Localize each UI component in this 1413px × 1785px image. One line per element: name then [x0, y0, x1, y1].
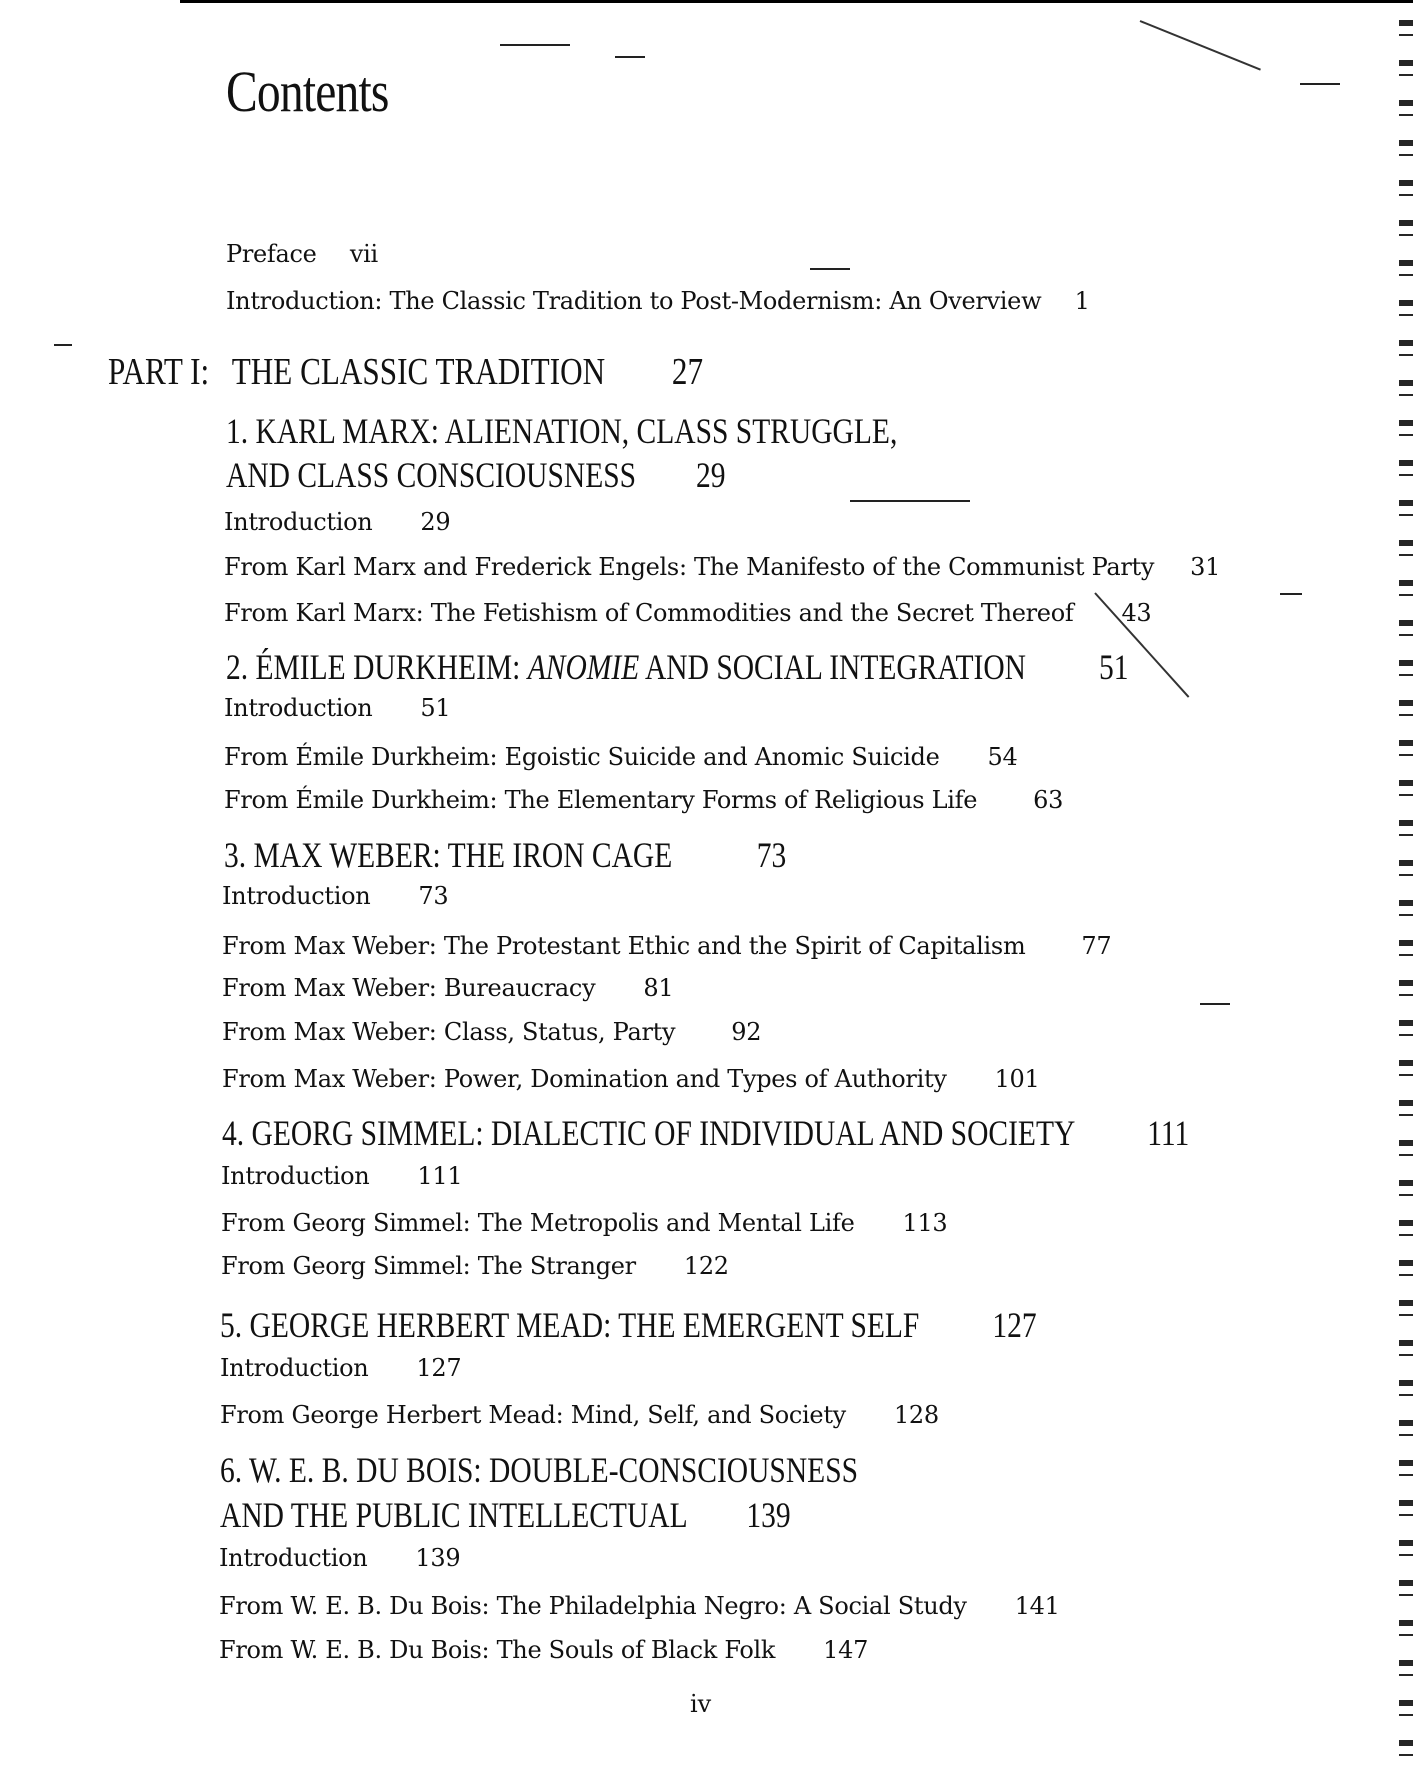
toc-entry — [219, 1544, 460, 1572]
toc-entry-page: 113 — [902, 1209, 948, 1237]
toc-entry-label: From Émile Durkheim: The Elementary Forms of Religious Life — [224, 786, 978, 814]
toc-entry-label: From Karl Marx: The Fetishism of Commodities and the Secret Thereof — [224, 599, 1074, 627]
chapter-title-line: AND THE PUBLIC INTELLECTUAL — [220, 1495, 687, 1535]
toc-entry-page: vii — [349, 240, 378, 268]
toc-entry-label: From Max Weber: Class, Status, Party — [222, 1018, 676, 1046]
toc-entry-label: From Max Weber: Power, Domination and Types of Authority — [222, 1065, 947, 1093]
page-number: iv — [690, 1690, 712, 1718]
toc-entry — [222, 1065, 1040, 1093]
toc-entry-page: 77 — [1081, 932, 1112, 960]
toc-entry — [224, 599, 1151, 627]
chapter-page: 111 — [1147, 1113, 1190, 1153]
chapter-page: 51 — [1098, 647, 1129, 687]
toc-entry-label: Introduction — [219, 1544, 368, 1572]
chapter-title-line: 3. MAX WEBER: THE IRON CAGE — [224, 835, 673, 875]
toc-entry-page: 73 — [418, 882, 449, 910]
toc-entry-label: Introduction — [221, 1162, 370, 1190]
chapter-title-line: 4. GEORG SIMMEL: DIALECTIC OF INDIVIDUAL AND SOCIETY — [222, 1113, 1075, 1153]
toc-entry-label: From Georg Simmel: The Metropolis and Mental Life — [221, 1209, 855, 1237]
toc-entry-page: 43 — [1121, 599, 1152, 627]
scan-speck — [500, 44, 570, 46]
chapter-5-title — [220, 1304, 1037, 1346]
chapter-title-prefix: 2. ÉMILE DURKHEIM: — [226, 647, 528, 687]
toc-entry-page: 54 — [987, 743, 1018, 771]
chapter-title-line: AND CLASS CONSCIOUSNESS — [226, 455, 637, 495]
toc-entry-page: 147 — [823, 1636, 869, 1664]
toc-entry — [224, 694, 450, 722]
scan-speck — [850, 500, 970, 502]
toc-entry-page: 127 — [416, 1354, 462, 1382]
toc-entry — [219, 1636, 868, 1664]
toc-entry-label: From Émile Durkheim: Egoistic Suicide and Anomic Suicide — [224, 743, 940, 771]
toc-entry — [224, 786, 1063, 814]
toc-entry — [221, 1252, 729, 1280]
toc-entry — [224, 553, 1220, 581]
toc-entry-page: 1 — [1074, 287, 1090, 315]
scan-speck — [1200, 1003, 1230, 1005]
chapter-6-title — [220, 1449, 858, 1491]
scan-speck — [1300, 83, 1340, 85]
toc-entry — [221, 1209, 947, 1237]
toc-entry-page: 139 — [415, 1544, 461, 1572]
chapter-4-title — [222, 1112, 1189, 1154]
toc-entry-preface — [226, 240, 378, 268]
chapter-title-suffix: AND SOCIAL INTEGRATION — [639, 647, 1026, 687]
toc-entry-label: Introduction — [222, 882, 371, 910]
chapter-6-title-cont — [220, 1494, 791, 1536]
scan-speck — [1280, 593, 1302, 595]
toc-entry-label: From Georg Simmel: The Stranger — [221, 1252, 636, 1280]
toc-entry-page: 81 — [643, 974, 674, 1002]
toc-entry — [222, 974, 673, 1002]
chapter-2-title — [226, 646, 1128, 688]
toc-entry-page: 101 — [994, 1065, 1040, 1093]
toc-entry-label: From George Herbert Mead: Mind, Self, and Society — [220, 1401, 846, 1429]
toc-entry-page: 111 — [417, 1162, 463, 1190]
toc-entry-page: 122 — [683, 1252, 729, 1280]
toc-entry-page: 29 — [420, 508, 451, 536]
part-title: THE CLASSIC TRADITION — [231, 351, 606, 393]
chapter-title-italic: ANOMIE — [527, 647, 640, 687]
toc-entry-label: Introduction — [220, 1354, 369, 1382]
part-label: PART I: — [108, 351, 210, 393]
toc-entry-page: 128 — [893, 1401, 939, 1429]
chapter-title-line: 6. W. E. B. DU BOIS: DOUBLE-CONSCIOUSNESS — [220, 1450, 859, 1490]
chapter-page: 127 — [992, 1305, 1037, 1345]
scan-edge-noise — [1399, 20, 1413, 1780]
toc-entry-label: Preface — [226, 240, 317, 268]
toc-entry-label: Introduction — [224, 508, 373, 536]
toc-entry — [224, 743, 1017, 771]
toc-entry-page: 31 — [1190, 553, 1221, 581]
toc-entry-label: From W. E. B. Du Bois: The Souls of Black Folk — [219, 1636, 776, 1664]
chapter-title-line: 5. GEORGE HERBERT MEAD: THE EMERGENT SELF — [220, 1305, 920, 1345]
chapter-1-title — [226, 410, 897, 452]
toc-entry — [221, 1162, 462, 1190]
toc-entry — [222, 882, 448, 910]
toc-entry — [220, 1401, 939, 1429]
scan-top-rule — [180, 0, 1413, 3]
chapter-1-title-cont — [226, 454, 725, 496]
scan-speck — [810, 268, 850, 270]
toc-entry-label: Introduction — [224, 694, 373, 722]
chapter-page: 29 — [695, 455, 726, 495]
scan-stroke — [1140, 20, 1261, 71]
chapter-3-title — [224, 834, 786, 876]
page-title: Contents — [226, 59, 389, 124]
toc-entry-label: From W. E. B. Du Bois: The Philadelphia Negro: A Social Study — [219, 1592, 967, 1620]
toc-entry-label: From Max Weber: The Protestant Ethic and the Spirit of Capitalism — [222, 932, 1026, 960]
toc-entry — [222, 1018, 761, 1046]
chapter-title-line: 1. KARL MARX: ALIENATION, CLASS STRUGGLE, — [226, 411, 898, 451]
toc-entry-label: From Max Weber: Bureaucracy — [222, 974, 596, 1002]
part-heading — [108, 350, 703, 394]
toc-entry-page: 51 — [420, 694, 451, 722]
toc-entry-page: 141 — [1014, 1592, 1060, 1620]
chapter-page: 73 — [756, 835, 787, 875]
toc-entry-introduction — [226, 287, 1090, 315]
part-page: 27 — [671, 351, 704, 393]
toc-entry — [220, 1354, 461, 1382]
toc-entry-label: Introduction: The Classic Tradition to Post-Modernism: An Overview — [226, 287, 1042, 315]
chapter-page: 139 — [746, 1495, 791, 1535]
scan-speck — [615, 56, 645, 58]
scan-speck — [54, 344, 72, 346]
toc-entry-label: From Karl Marx and Frederick Engels: The Manifesto of the Communist Party — [224, 553, 1155, 581]
toc-entry-page: 92 — [731, 1018, 762, 1046]
toc-entry — [219, 1592, 1060, 1620]
toc-entry — [222, 932, 1111, 960]
toc-entry — [224, 508, 450, 536]
toc-entry-page: 63 — [1033, 786, 1064, 814]
